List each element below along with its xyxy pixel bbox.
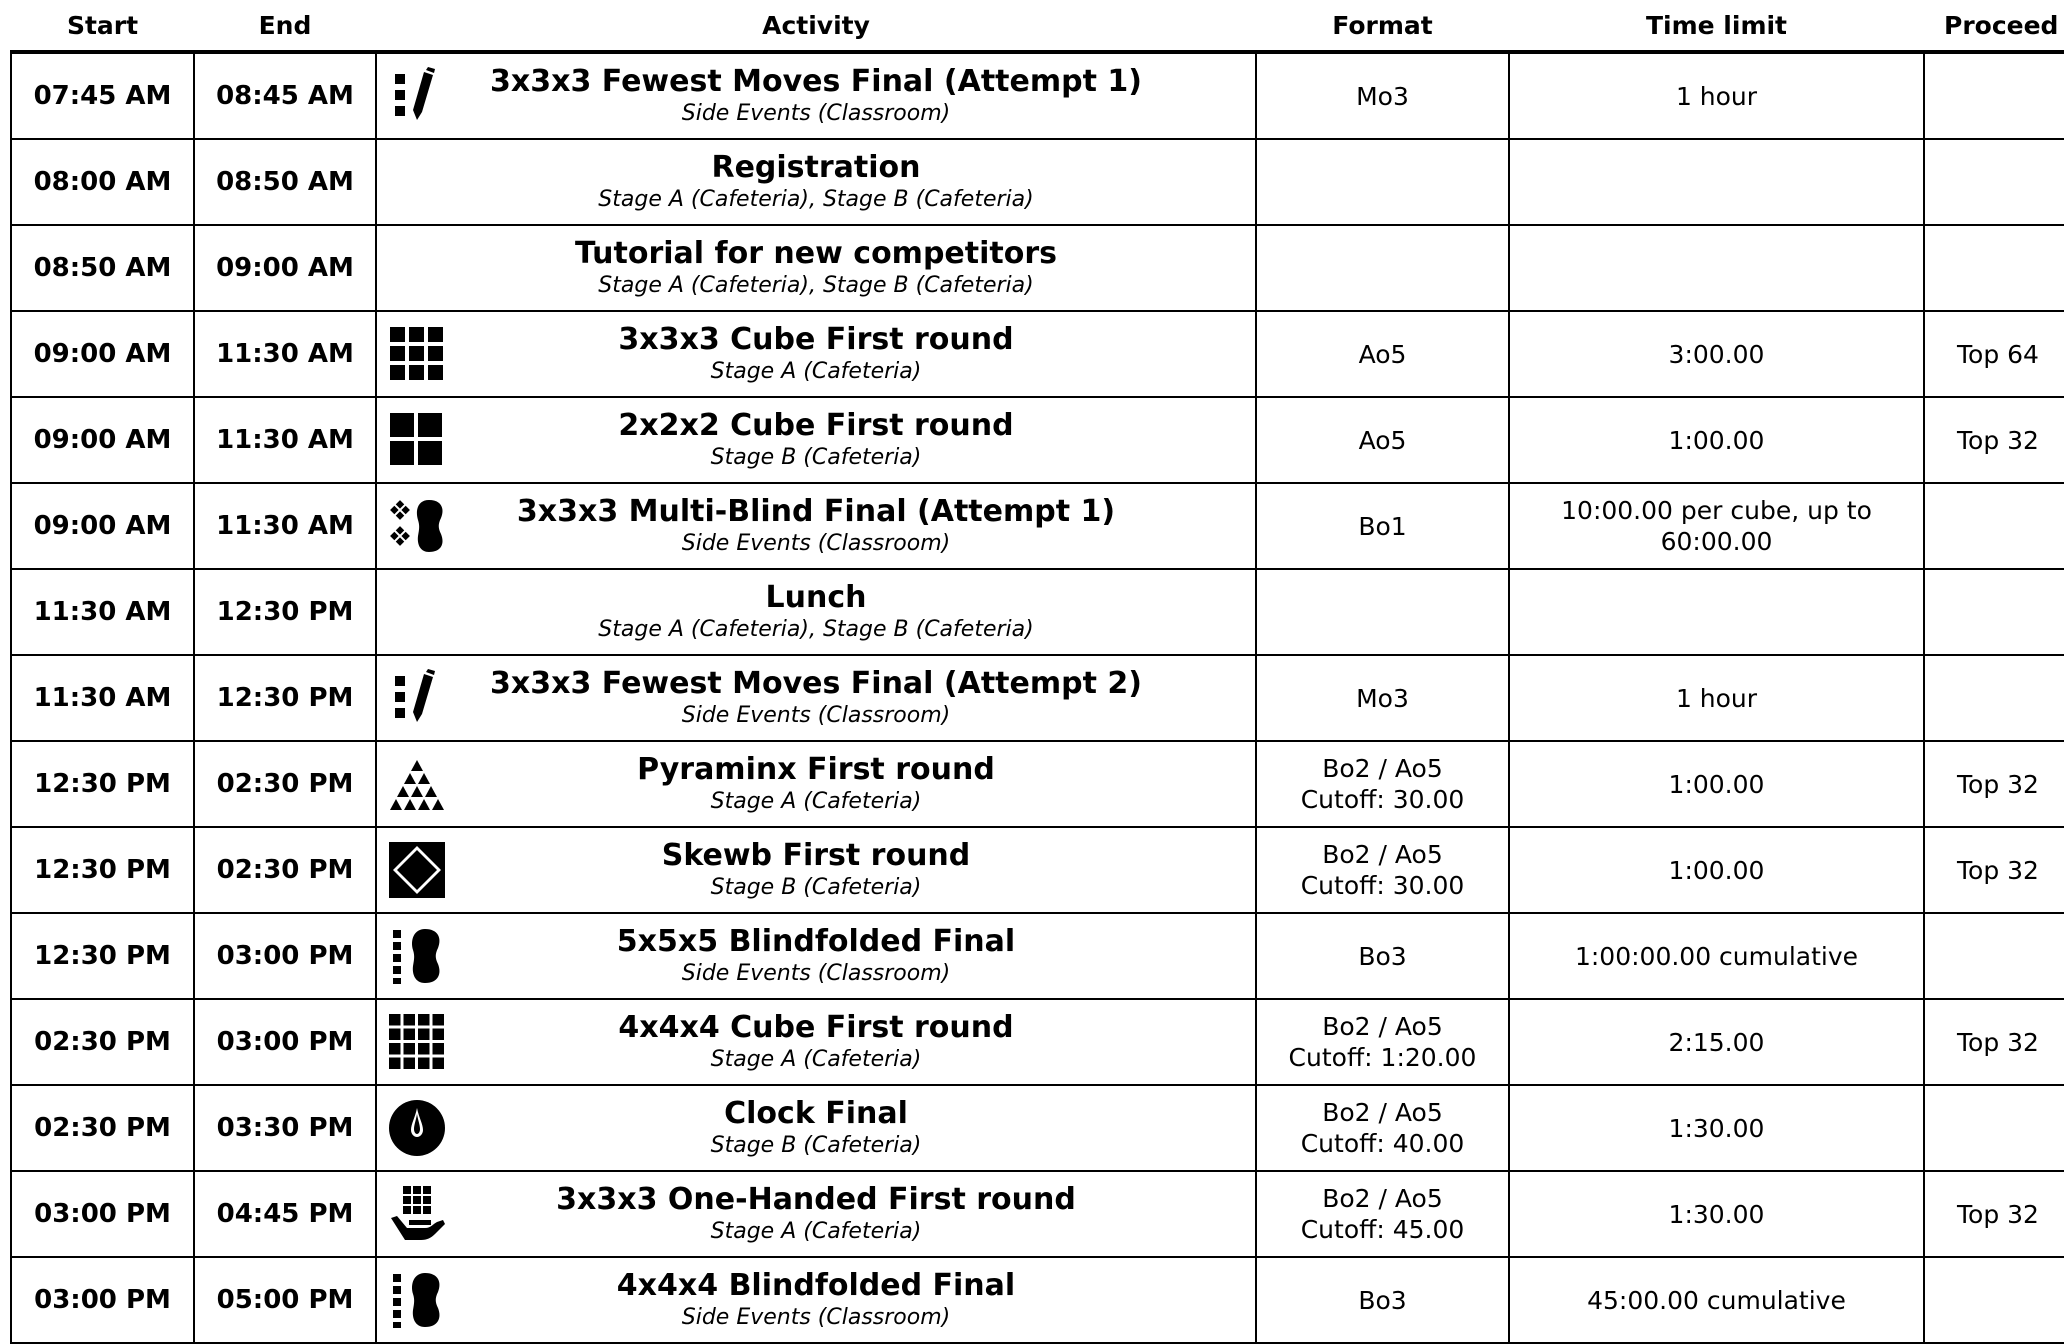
start-time: 11:30 AM bbox=[11, 655, 194, 741]
start-time: 02:30 PM bbox=[11, 1085, 194, 1171]
activity-name: Pyraminx First round bbox=[637, 752, 995, 787]
format-line: Cutoff: 45.00 bbox=[1300, 1215, 1465, 1244]
activity-cell bbox=[376, 1257, 1256, 1343]
format-cell bbox=[1256, 52, 1509, 139]
skewb-icon bbox=[377, 840, 457, 900]
start-time: 12:30 PM bbox=[11, 913, 194, 999]
activity-name: Tutorial for new competitors bbox=[575, 236, 1057, 271]
fewest-moves-icon bbox=[377, 668, 457, 728]
schedule-row bbox=[11, 999, 2064, 1085]
schedule-rows bbox=[11, 52, 2064, 1343]
time-limit-line: 1 hour bbox=[1675, 683, 1758, 713]
proceed-cell bbox=[1924, 741, 2064, 827]
activity-name: Clock Final bbox=[724, 1096, 908, 1131]
schedule-row bbox=[11, 569, 2064, 655]
proceed-cell bbox=[1924, 569, 2064, 655]
start-time: 09:00 AM bbox=[11, 397, 194, 483]
activity-name: 5x5x5 Blindfolded Final bbox=[616, 924, 1016, 959]
format-line: Bo1 bbox=[1358, 511, 1407, 541]
proceed-cell bbox=[1924, 1085, 2064, 1171]
format-line: Bo2 / Ao5 bbox=[1322, 1184, 1443, 1213]
schedule-row bbox=[11, 655, 2064, 741]
header-end: End bbox=[194, 0, 376, 52]
proceed-cell bbox=[1924, 655, 2064, 741]
start-time: 12:30 PM bbox=[11, 741, 194, 827]
activity-name: 3x3x3 Cube First round bbox=[618, 322, 1014, 357]
proceed-cell bbox=[1924, 225, 2064, 311]
format-cell bbox=[1256, 1085, 1509, 1171]
blindfolded-icon bbox=[377, 926, 457, 986]
format-cell bbox=[1256, 999, 1509, 1085]
proceed-cell bbox=[1924, 827, 2064, 913]
activity-room: Stage A (Cafeteria) bbox=[710, 789, 922, 814]
activity-cell bbox=[376, 655, 1256, 741]
format-cell bbox=[1256, 1257, 1509, 1343]
format-cell bbox=[1256, 655, 1509, 741]
activity-cell bbox=[376, 827, 1256, 913]
time-limit-line: 1:00.00 bbox=[1668, 855, 1765, 885]
time-limit-cell bbox=[1509, 397, 1924, 483]
time-limit-cell bbox=[1509, 827, 1924, 913]
time-limit-line: 1 hour bbox=[1675, 81, 1758, 111]
proceed-cell bbox=[1924, 483, 2064, 569]
one-handed-icon bbox=[377, 1184, 457, 1244]
format-cell bbox=[1256, 311, 1509, 397]
proceed-value: Top 32 bbox=[1957, 1199, 2039, 1229]
proceed-cell bbox=[1924, 52, 2064, 139]
activity-cell bbox=[376, 397, 1256, 483]
header-row bbox=[11, 0, 2064, 52]
activity-cell bbox=[376, 139, 1256, 225]
2x2-cube-icon bbox=[377, 410, 457, 470]
end-time: 12:30 PM bbox=[194, 655, 376, 741]
time-limit-cell bbox=[1509, 483, 1924, 569]
end-time: 08:50 AM bbox=[194, 139, 376, 225]
proceed-value: Top 32 bbox=[1957, 769, 2039, 799]
start-time: 03:00 PM bbox=[11, 1171, 194, 1257]
activity-room: Stage A (Cafeteria), Stage B (Cafeteria) bbox=[598, 273, 1034, 298]
end-time: 03:30 PM bbox=[194, 1085, 376, 1171]
proceed-value: Top 32 bbox=[1957, 425, 2039, 455]
time-limit-line: 1:00:00.00 cumulative bbox=[1574, 941, 1859, 971]
activity-name: Lunch bbox=[765, 580, 867, 615]
activity-cell bbox=[376, 311, 1256, 397]
activity-cell bbox=[376, 483, 1256, 569]
multi-blind-icon bbox=[377, 496, 457, 556]
time-limit-line: 45:00.00 cumulative bbox=[1587, 1285, 1846, 1315]
format-line: Bo2 / Ao5 bbox=[1322, 1098, 1443, 1127]
time-limit-cell bbox=[1509, 913, 1924, 999]
end-time: 02:30 PM bbox=[194, 741, 376, 827]
activity-room: Stage A (Cafeteria) bbox=[710, 1047, 922, 1072]
end-time: 08:45 AM bbox=[194, 52, 376, 139]
format-cell bbox=[1256, 483, 1509, 569]
blindfolded-icon bbox=[377, 1270, 457, 1330]
format-cell bbox=[1256, 827, 1509, 913]
schedule-row bbox=[11, 1257, 2064, 1343]
activity-room: Stage B (Cafeteria) bbox=[710, 445, 922, 470]
activity-cell bbox=[376, 741, 1256, 827]
schedule-row bbox=[11, 1171, 2064, 1257]
activity-cell bbox=[376, 52, 1256, 139]
fewest-moves-icon bbox=[377, 66, 457, 126]
time-limit-line: 1:30.00 bbox=[1668, 1199, 1765, 1229]
end-time: 11:30 AM bbox=[194, 483, 376, 569]
activity-name: Skewb First round bbox=[661, 838, 971, 873]
end-time: 11:30 AM bbox=[194, 397, 376, 483]
format-cell bbox=[1256, 1171, 1509, 1257]
activity-room: Stage A (Cafeteria), Stage B (Cafeteria) bbox=[598, 617, 1034, 642]
format-cell bbox=[1256, 397, 1509, 483]
time-limit-cell bbox=[1509, 1257, 1924, 1343]
proceed-cell bbox=[1924, 397, 2064, 483]
proceed-cell bbox=[1924, 139, 2064, 225]
proceed-cell bbox=[1924, 999, 2064, 1085]
start-time: 09:00 AM bbox=[11, 483, 194, 569]
activity-name: Registration bbox=[711, 150, 921, 185]
proceed-cell bbox=[1924, 1171, 2064, 1257]
clock-icon bbox=[377, 1098, 457, 1158]
start-time: 07:45 AM bbox=[11, 52, 194, 139]
activity-name: 2x2x2 Cube First round bbox=[618, 408, 1014, 443]
format-cell bbox=[1256, 741, 1509, 827]
format-line: Bo3 bbox=[1358, 1285, 1407, 1315]
end-time: 04:45 PM bbox=[194, 1171, 376, 1257]
format-cell bbox=[1256, 569, 1509, 655]
activity-name: 3x3x3 One-Handed First round bbox=[556, 1182, 1076, 1217]
activity-room: Side Events (Classroom) bbox=[681, 101, 951, 126]
header-time-limit: Time limit bbox=[1509, 0, 1924, 52]
schedule-row bbox=[11, 139, 2064, 225]
schedule-row bbox=[11, 827, 2064, 913]
schedule-row bbox=[11, 52, 2064, 139]
schedule-row bbox=[11, 483, 2064, 569]
activity-room: Stage A (Cafeteria), Stage B (Cafeteria) bbox=[598, 187, 1034, 212]
activity-room: Side Events (Classroom) bbox=[681, 703, 951, 728]
start-time: 02:30 PM bbox=[11, 999, 194, 1085]
header-proceed: Proceed bbox=[1924, 0, 2064, 52]
end-time: 09:00 AM bbox=[194, 225, 376, 311]
proceed-value: Top 32 bbox=[1957, 855, 2039, 885]
format-line: Cutoff: 40.00 bbox=[1300, 1129, 1465, 1158]
start-time: 08:00 AM bbox=[11, 139, 194, 225]
activity-room: Stage A (Cafeteria) bbox=[710, 1219, 922, 1244]
time-limit-cell bbox=[1509, 1171, 1924, 1257]
format-line: Mo3 bbox=[1356, 683, 1409, 713]
proceed-cell bbox=[1924, 1257, 2064, 1343]
time-limit-cell bbox=[1509, 741, 1924, 827]
activity-cell bbox=[376, 1085, 1256, 1171]
activity-room: Stage B (Cafeteria) bbox=[710, 1133, 922, 1158]
header-format: Format bbox=[1256, 0, 1509, 52]
format-line: Bo2 / Ao5 bbox=[1322, 1012, 1443, 1041]
activity-cell bbox=[376, 1171, 1256, 1257]
format-line: Bo2 / Ao5 bbox=[1322, 754, 1443, 783]
activity-cell bbox=[376, 913, 1256, 999]
format-line: Cutoff: 30.00 bbox=[1300, 871, 1465, 900]
proceed-value: Top 64 bbox=[1957, 339, 2039, 369]
end-time: 12:30 PM bbox=[194, 569, 376, 655]
activity-name: 3x3x3 Fewest Moves Final (Attempt 1) bbox=[490, 64, 1142, 99]
start-time: 12:30 PM bbox=[11, 827, 194, 913]
start-time: 09:00 AM bbox=[11, 311, 194, 397]
activity-room: Side Events (Classroom) bbox=[681, 1305, 951, 1330]
schedule-row bbox=[11, 1085, 2064, 1171]
activity-room: Stage B (Cafeteria) bbox=[710, 875, 922, 900]
time-limit-line: 60:00.00 bbox=[1660, 527, 1773, 556]
start-time: 08:50 AM bbox=[11, 225, 194, 311]
format-cell bbox=[1256, 913, 1509, 999]
end-time: 03:00 PM bbox=[194, 999, 376, 1085]
format-cell bbox=[1256, 225, 1509, 311]
activity-room: Side Events (Classroom) bbox=[681, 961, 951, 986]
time-limit-line: 3:00.00 bbox=[1668, 339, 1765, 369]
time-limit-cell bbox=[1509, 139, 1924, 225]
activity-name: 3x3x3 Fewest Moves Final (Attempt 2) bbox=[490, 666, 1142, 701]
schedule-row bbox=[11, 741, 2064, 827]
schedule-row bbox=[11, 913, 2064, 999]
format-line: Bo3 bbox=[1358, 941, 1407, 971]
pyraminx-icon bbox=[377, 754, 457, 814]
time-limit-cell bbox=[1509, 52, 1924, 139]
end-time: 02:30 PM bbox=[194, 827, 376, 913]
format-line: Cutoff: 30.00 bbox=[1300, 785, 1465, 814]
time-limit-cell bbox=[1509, 225, 1924, 311]
time-limit-line: 1:30.00 bbox=[1668, 1113, 1765, 1143]
proceed-cell bbox=[1924, 913, 2064, 999]
activity-name: 4x4x4 Blindfolded Final bbox=[616, 1268, 1016, 1303]
header-activity: Activity bbox=[376, 0, 1256, 52]
start-time: 03:00 PM bbox=[11, 1257, 194, 1343]
time-limit-line: 1:00.00 bbox=[1668, 769, 1765, 799]
time-limit-cell bbox=[1509, 1085, 1924, 1171]
activity-cell bbox=[376, 569, 1256, 655]
start-time: 11:30 AM bbox=[11, 569, 194, 655]
format-line: Ao5 bbox=[1358, 339, 1407, 369]
format-cell bbox=[1256, 139, 1509, 225]
end-time: 05:00 PM bbox=[194, 1257, 376, 1343]
end-time: 11:30 AM bbox=[194, 311, 376, 397]
end-time: 03:00 PM bbox=[194, 913, 376, 999]
schedule-table bbox=[10, 0, 2064, 1344]
time-limit-cell bbox=[1509, 655, 1924, 741]
time-limit-cell bbox=[1509, 999, 1924, 1085]
4x4-cube-icon bbox=[377, 1012, 457, 1072]
activity-cell bbox=[376, 225, 1256, 311]
activity-room: Stage A (Cafeteria) bbox=[710, 359, 922, 384]
activity-name: 4x4x4 Cube First round bbox=[618, 1010, 1014, 1045]
schedule-row bbox=[11, 225, 2064, 311]
proceed-value: Top 32 bbox=[1957, 1027, 2039, 1057]
time-limit-cell bbox=[1509, 569, 1924, 655]
header-start: Start bbox=[11, 0, 194, 52]
time-limit-line: 10:00.00 per cube, up to bbox=[1561, 496, 1872, 525]
time-limit-line: 1:00.00 bbox=[1668, 425, 1765, 455]
activity-name: 3x3x3 Multi-Blind Final (Attempt 1) bbox=[516, 494, 1116, 529]
time-limit-cell bbox=[1509, 311, 1924, 397]
3x3-cube-icon bbox=[377, 324, 457, 384]
format-line: Bo2 / Ao5 bbox=[1322, 840, 1443, 869]
activity-cell bbox=[376, 999, 1256, 1085]
time-limit-line: 2:15.00 bbox=[1668, 1027, 1765, 1057]
schedule-row bbox=[11, 397, 2064, 483]
format-line: Mo3 bbox=[1356, 81, 1409, 111]
format-line: Cutoff: 1:20.00 bbox=[1288, 1043, 1477, 1072]
format-line: Ao5 bbox=[1358, 425, 1407, 455]
proceed-cell bbox=[1924, 311, 2064, 397]
activity-room: Side Events (Classroom) bbox=[681, 531, 951, 556]
schedule-row bbox=[11, 311, 2064, 397]
